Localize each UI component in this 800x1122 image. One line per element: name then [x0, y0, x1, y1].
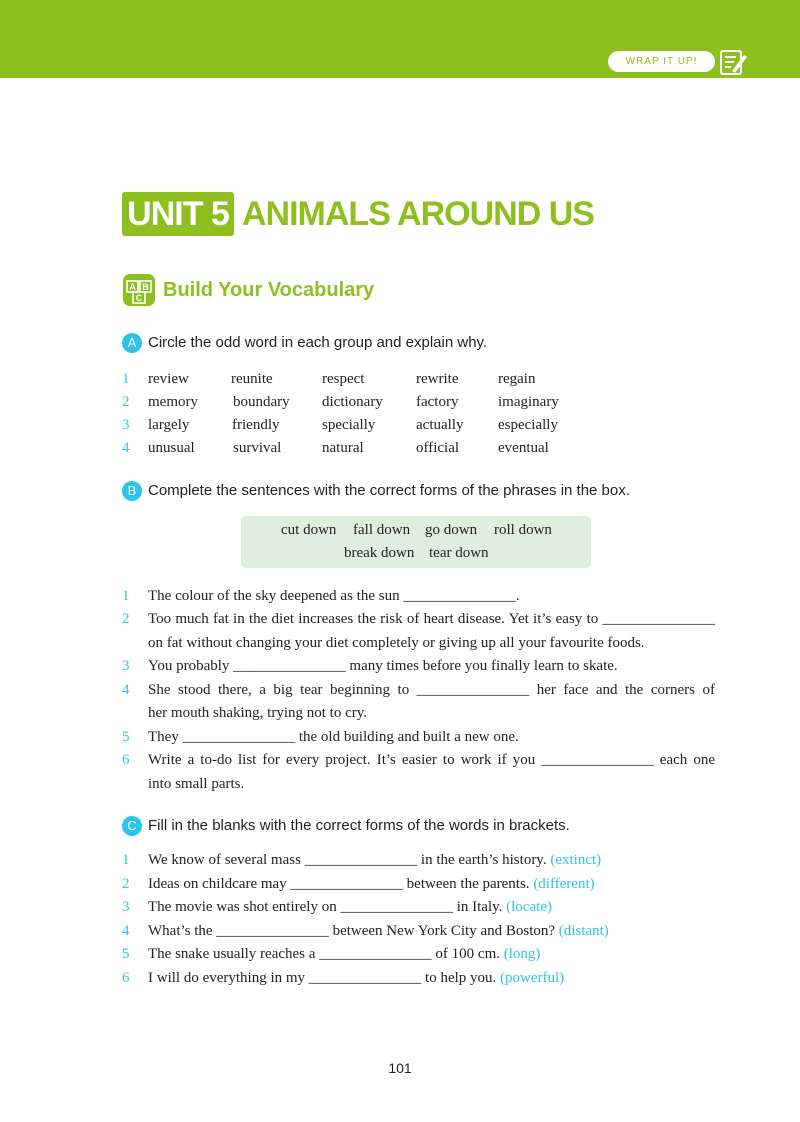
sentence-text: We know of several mass _______________ in the earth’s history. [148, 852, 547, 868]
word-option[interactable]: boundary [233, 394, 290, 410]
word-option[interactable]: official [416, 440, 460, 456]
word-hint: (distant) [558, 923, 609, 939]
item-number: 4 [122, 682, 130, 698]
word-option[interactable]: rewrite [416, 371, 459, 387]
exercise-b-instruction: Complete the sentences with the correct forms of the phrases in the box. [148, 482, 630, 499]
sentence-line: The colour of the sky deepened as the sun _______________. [148, 588, 520, 604]
unit-title: ANIMALS AROUND US [242, 195, 594, 233]
sentence-text: The snake usually reaches a _______________ of 100 cm. [148, 946, 500, 962]
block-letter-c: C [135, 293, 143, 303]
block-letter-a: A [129, 282, 136, 292]
abc-blocks-icon [122, 273, 156, 307]
exercise-c-instruction: Fill in the blanks with the correct forms of the words in brackets. [148, 817, 570, 834]
word-hint: (long) [503, 946, 541, 962]
sentence-line: Write a to-do list for every project. It’s easier to work if you _______________ each one [148, 752, 715, 768]
sentence-line: She stood there, a big tear beginning to _______________ her face and the corners of [148, 682, 715, 698]
word-option[interactable]: especially [498, 417, 558, 433]
sentence-line: her mouth shaking, trying not to cry. [148, 705, 367, 721]
item-number: 1 [122, 852, 130, 868]
sentence-line: on fat without changing your diet completely or giving up all your favourite foods. [148, 635, 645, 651]
word-option[interactable]: reunite [231, 371, 273, 387]
sentence-line: You probably _______________ many times before you finally learn to skate. [148, 658, 618, 674]
item-number: 5 [122, 729, 130, 745]
phrase-option: tear down [429, 545, 489, 561]
item-number: 2 [122, 876, 130, 892]
phrase-option: roll down [494, 522, 552, 538]
page-number: 101 [388, 1060, 412, 1076]
word-option[interactable]: dictionary [322, 394, 383, 410]
word-hint: (powerful) [500, 970, 565, 986]
sentence-text: Ideas on childcare may _______________ between the parents. [148, 876, 530, 892]
item-number: 2 [122, 611, 130, 627]
item-number: 1 [122, 588, 130, 604]
sentence-line [148, 899, 552, 916]
word-option[interactable]: largely [148, 417, 190, 433]
sentence-line: into small parts. [148, 776, 245, 792]
sentence-text: What’s the _______________ between New York City and Boston? [148, 923, 556, 939]
word-option[interactable]: memory [148, 394, 198, 410]
exercise-a-instruction: Circle the odd word in each group and explain why. [148, 334, 488, 351]
wrap-it-up-badge: WRAP IT UP! [608, 51, 715, 72]
sentence-text: I will do everything in my _______________ to help you. [148, 970, 497, 986]
sentence-line [148, 852, 601, 869]
phrase-option: break down [344, 545, 415, 561]
unit-number: UNIT 5 [122, 192, 234, 236]
word-option[interactable]: eventual [498, 440, 549, 456]
phrase-option: fall down [353, 522, 411, 538]
sentence-text: The movie was shot entirely on _______________ in Italy. [148, 899, 503, 915]
word-option[interactable]: factory [416, 394, 459, 410]
item-number: 3 [122, 417, 130, 433]
word-option[interactable]: actually [416, 417, 464, 433]
word-option[interactable]: unusual [148, 440, 195, 456]
sentence-line [148, 946, 540, 963]
word-option[interactable]: imaginary [498, 394, 559, 410]
word-option[interactable]: friendly [232, 417, 280, 433]
sentence-line [148, 876, 595, 893]
sentence-line [148, 923, 609, 940]
word-option[interactable]: natural [322, 440, 364, 456]
item-number: 1 [122, 371, 130, 387]
sentence-line [148, 970, 564, 987]
word-option[interactable]: respect [322, 371, 365, 387]
item-number: 2 [122, 394, 130, 410]
exercise-c-badge: C [122, 816, 142, 836]
item-number: 3 [122, 658, 130, 674]
phrase-option: go down [425, 522, 478, 538]
sentence-line: They _______________ the old building and built a new one. [148, 729, 519, 745]
word-hint: (locate) [506, 899, 552, 915]
sentence-line: Too much fat in the diet increases the risk of heart disease. Yet it’s easy to _______________ [148, 611, 715, 627]
word-option[interactable]: specially [322, 417, 376, 433]
section-title: Build Your Vocabulary [163, 279, 375, 301]
word-option[interactable]: regain [498, 371, 536, 387]
word-option[interactable]: review [148, 371, 189, 387]
word-hint: (extinct) [550, 852, 602, 868]
item-number: 4 [122, 440, 130, 456]
exercise-b-badge: B [122, 481, 142, 501]
header-bar [0, 0, 800, 78]
item-number: 3 [122, 899, 130, 915]
item-number: 6 [122, 752, 130, 768]
item-number: 6 [122, 970, 130, 986]
item-number: 4 [122, 923, 130, 939]
exercise-a-badge: A [122, 333, 142, 353]
item-number: 5 [122, 946, 130, 962]
word-option[interactable]: survival [233, 440, 282, 456]
block-letter-b: B [142, 282, 149, 292]
notepad-pencil-icon [718, 47, 748, 77]
phrase-option: cut down [281, 522, 337, 538]
word-hint: (different) [533, 876, 595, 892]
